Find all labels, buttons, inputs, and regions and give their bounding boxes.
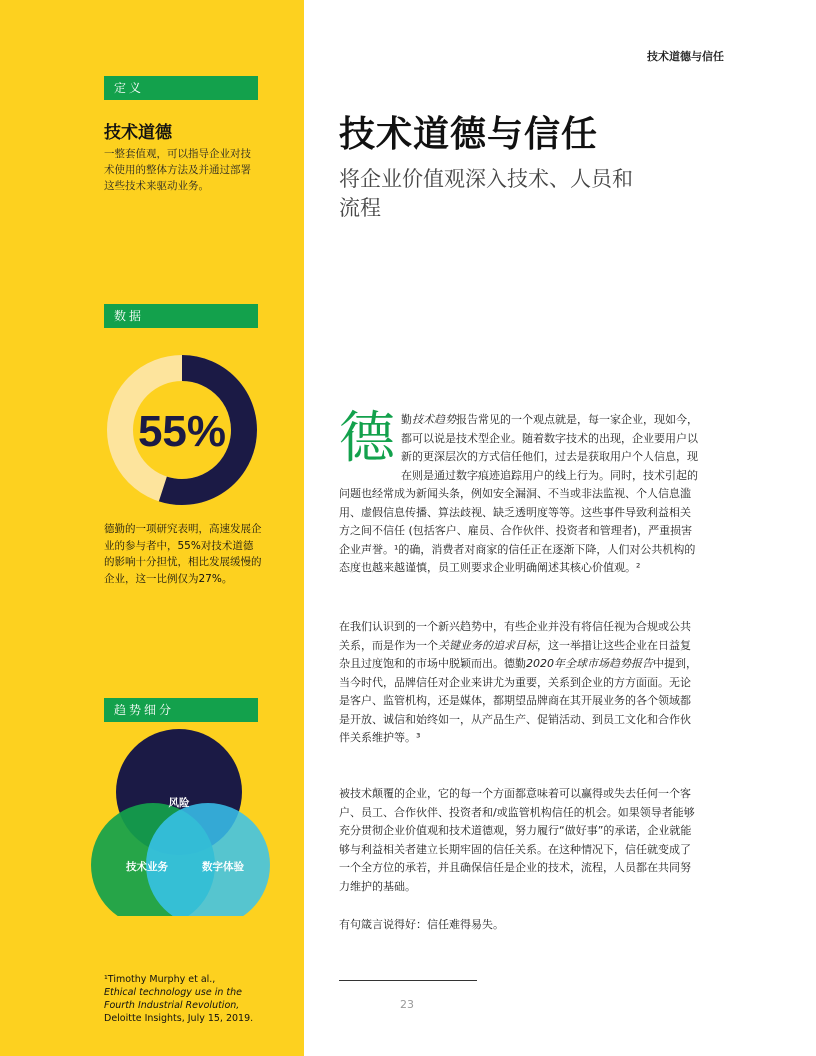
definition-label: 定义 bbox=[104, 76, 258, 100]
stat-donut-chart bbox=[104, 352, 260, 508]
definition-text: 一整套值观，可以指导企业对技术使用的整体方法及并通过部署这些技术来驱动业务。 bbox=[104, 148, 251, 192]
footnote-source: Deloitte Insights, July 15, 2019. bbox=[104, 1013, 254, 1024]
venn-label-risk: 风险 bbox=[168, 797, 190, 809]
footnote-title: Ethical technology use in the Fourth Industrial Revolution, bbox=[104, 987, 242, 1011]
p2-c: ，这一举措让这些企业在日益复杂且过度饱和的市场中脱颖而出。德勤 bbox=[339, 638, 691, 670]
footer-rule bbox=[339, 980, 477, 981]
p1-b: 技术趋势 bbox=[412, 413, 456, 426]
footnote-authors: ¹Timothy Murphy et al., bbox=[104, 974, 216, 985]
footnote bbox=[104, 973, 264, 1025]
p1-c: 报告常见的一个观点就是，每一家企业，现如今，都可以说是技术型企业。随着数字技术的出现，企业要用户以新的更深层次的方式信任他们，过去是获取用户个人信息，现在则是通过数字痕迹追踪用户的线上行为。同时，技术引起的问题也经常成为新闻头条，例如安全漏洞、不当或非法监视、个人信息滥用、虚假信息传播、算法歧视、缺乏透明度等等。这些事件导致利益相关方之间不信任 (包括客户、雇员、合作伙伴、投资者和管理者)，严重损害企业声誉。¹的确，消费者对商家的信任正在逐渐下降，人们对公共机构的态度也越来越谨慎，员工则要求企业明确阐述其核心价值观。² bbox=[339, 413, 698, 574]
drop-cap: 德 bbox=[339, 406, 395, 471]
venn-diagram bbox=[84, 726, 284, 916]
data-label: 数据 bbox=[104, 304, 258, 328]
definition-term: 技术道德 bbox=[104, 123, 172, 143]
stat-value: 55% bbox=[137, 407, 227, 456]
paragraph-3: 被技术颠覆的企业，它的每一个方面都意味着可以赢得或失去任何一个客户、员工、合作伙伴、投资者和/或监管机构信任的机会。如果领导者能够充分贯彻企业价值观和技术道德观，努力履行“做好事”的承诺，企业就能够与利益相关者建立长期牢固的信任关系。在这种情况下，信任就变成了一个全方位的承若，并且确保信任是企业的技术，流程，人员都在共同努力维护的基础。 bbox=[339, 787, 695, 893]
sidebar bbox=[0, 0, 304, 1056]
p2-d: 2020年全球市场趋势报告 bbox=[526, 657, 653, 670]
page-subtitle: 将企业价值观深入技术、人员和流程 bbox=[339, 167, 633, 220]
paragraph-2 bbox=[339, 618, 699, 748]
p2-b: 关键业务的追求目标 bbox=[438, 638, 537, 652]
paragraph-4: 有句箴言说得好：信任难得易失。 bbox=[339, 918, 504, 931]
page-title: 技术道德与信任 bbox=[339, 114, 599, 155]
page-number: 23 bbox=[400, 998, 414, 1011]
breakdown-label: 趋势细分 bbox=[104, 698, 258, 722]
p2-a: 在我们认识到的一个新兴趋势中，有些企业并没有将信任视为合规或公共关系，而是作为一个 bbox=[339, 620, 691, 652]
venn-label-tech-business: 技术业务 bbox=[126, 861, 168, 873]
p2-e: 中提到，当今时代，品牌信任对企业来讲尤为重要，关系到企业的方方面面。无论是客户、监管机构，还是媒体，都期望品牌商在其开展业务的各个领域都是开放、诚信和始终如一，从产品生产、促销活动、到员工文化和合作伙伴关系维护等。³ bbox=[339, 657, 697, 744]
stat-description: 德勤的一项研究表明，高速发展企业的参与者中，55%对技术道德的影响十分担忧，相比发展缓慢的企业，这一比例仅为27%。 bbox=[104, 523, 262, 585]
paragraph-1 bbox=[339, 406, 699, 578]
venn-label-digital-experience: 数字体验 bbox=[202, 861, 244, 873]
running-head: 技术道德与信任 bbox=[647, 50, 724, 63]
p1-a: 勤 bbox=[401, 413, 412, 426]
